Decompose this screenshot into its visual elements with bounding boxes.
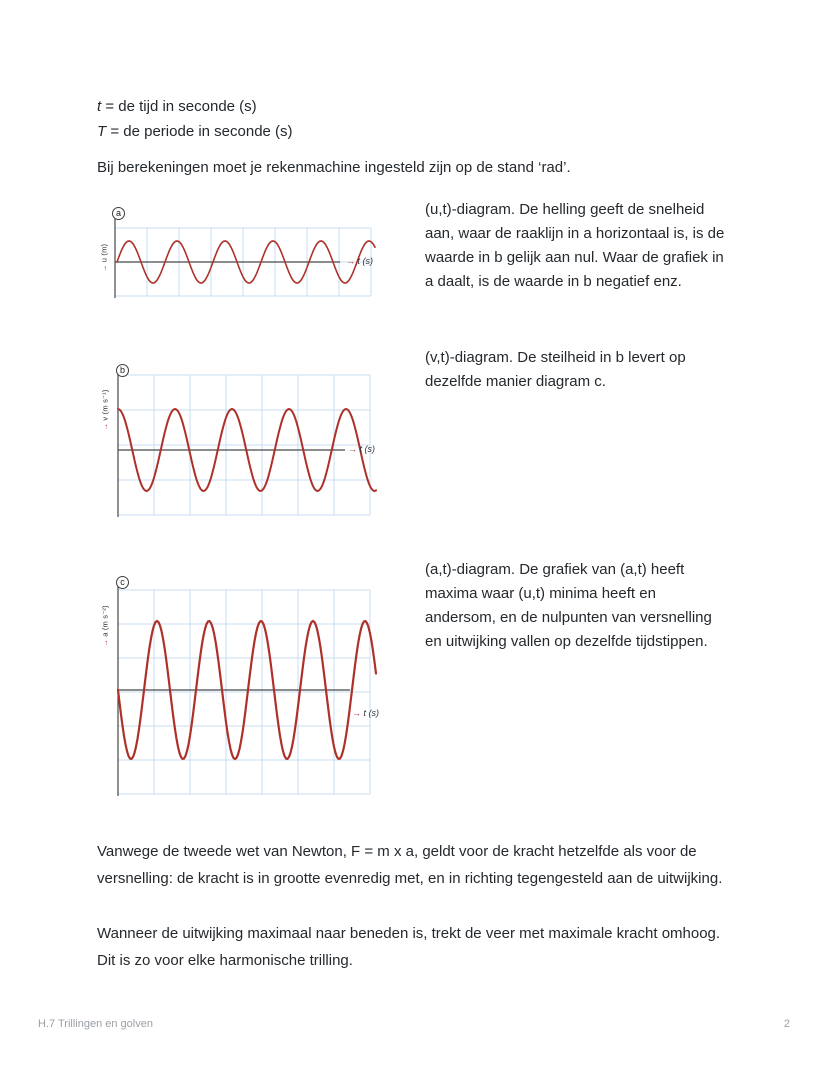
y-axis-label-v bbox=[101, 389, 110, 430]
caption-v-t-diagram: (v,t)-diagram. De steilheid in b levert op dezelfde manier diagram c. bbox=[425, 349, 686, 390]
diagram-badge-c: c bbox=[116, 576, 129, 589]
diagram-u-t bbox=[100, 205, 420, 315]
caption-u-t-diagram: (u,t)-diagram. De helling geeft de snelheid aan, waar de raaklijn in a horizontaal is, is de waarde in b gelijk aan nul. Waar de grafiek in a daalt, is de waarde in b negatief enz. bbox=[425, 201, 725, 290]
definition-T-text: = de periode in seconde (s) bbox=[106, 123, 293, 140]
diagram-a-t bbox=[100, 570, 420, 815]
calculator-note: Bij berekeningen moet je rekenmachine ingesteld zijn op de stand ‘rad’. bbox=[97, 159, 571, 176]
y-axis-text-v: v (m s⁻¹) bbox=[100, 389, 110, 421]
caption-a-t-diagram: (a,t)-diagram. De grafiek van (a,t) heeft maxima waar (u,t) minima heeft en andersom, en de nulpunten van versnelling en uitwijking vallen op dezelfde tijdstippen. bbox=[425, 561, 712, 650]
diagram-badge-b: b bbox=[116, 364, 129, 377]
definition-t bbox=[97, 94, 571, 119]
x-axis-text-a: t (s) bbox=[357, 256, 374, 266]
up-arrow-icon: → bbox=[100, 422, 110, 431]
symbol-t: t bbox=[97, 98, 102, 115]
newton-law-paragraph: Vanwege de tweede wet van Newton, F = m x a, geldt voor de kracht hetzelfde als voor de versnelling: de kracht is in grootte evenredig met, en in richting tegengesteld aan de uitwijking. bbox=[97, 843, 723, 887]
x-axis-label-b bbox=[348, 444, 375, 454]
right-arrow-icon: → bbox=[348, 444, 357, 454]
definition-t-text: = de tijd in seconde (s) bbox=[101, 98, 257, 115]
y-axis-text-a: a (m s⁻²) bbox=[100, 605, 110, 637]
intro-block bbox=[97, 94, 571, 180]
x-axis-label-c bbox=[352, 708, 379, 718]
definition-T bbox=[97, 119, 571, 144]
diagram-v-t bbox=[100, 360, 420, 535]
up-arrow-icon: → bbox=[100, 639, 110, 647]
diagram-badge-a: a bbox=[112, 207, 125, 220]
right-arrow-icon: → bbox=[346, 256, 355, 266]
footer-page-number: 2 bbox=[783, 1018, 790, 1030]
y-axis-text-u: u (m) bbox=[99, 243, 109, 263]
y-axis-label-a bbox=[101, 605, 110, 647]
symbol-T: T bbox=[97, 123, 107, 140]
x-axis-label-a bbox=[346, 256, 373, 266]
page-footer bbox=[38, 1018, 790, 1030]
spring-force-paragraph: Wanneer de uitwijking maximaal naar beneden is, trekt de veer met maximale kracht omhoog. Dit is zo voor elke harmonische trilling. bbox=[97, 925, 721, 969]
x-axis-text-c: t (s) bbox=[363, 708, 380, 718]
up-arrow-icon: → bbox=[99, 264, 109, 273]
footer-chapter-title: H.7 Trillingen en golven bbox=[38, 1018, 153, 1030]
x-axis-text-b: t (s) bbox=[359, 444, 376, 454]
y-axis-label-u bbox=[100, 244, 109, 273]
right-arrow-icon: → bbox=[352, 708, 361, 718]
a-t-plot-svg bbox=[100, 570, 400, 815]
